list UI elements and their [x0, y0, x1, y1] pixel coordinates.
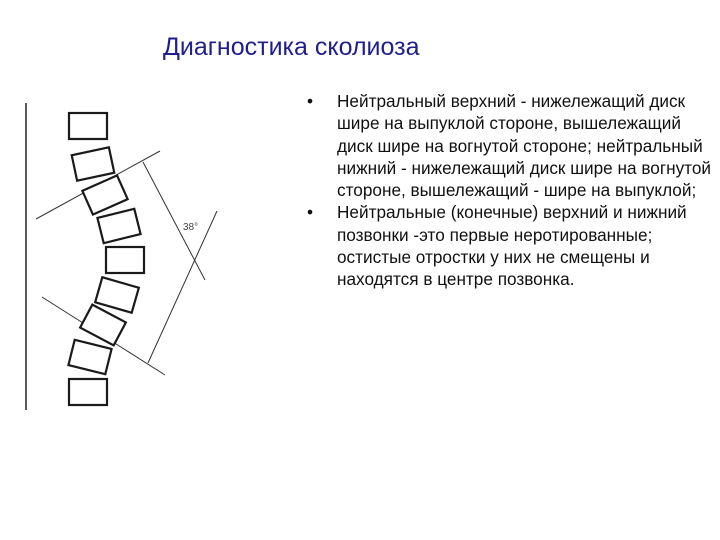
bullet-text: Нейтральные (конечные) верхний и нижний позвонки -это первые неротированные; остистые отростки у них не смещены и находятся в центре позвонка. [337, 202, 687, 290]
bullet-list [306, 90, 716, 291]
bullet-item [306, 90, 716, 201]
vertebra [72, 147, 115, 180]
vertebra [68, 340, 111, 374]
vertebra [69, 379, 107, 405]
vertebra [95, 277, 139, 312]
vertebra [97, 209, 140, 243]
upper-perpendicular [143, 162, 205, 280]
bullet-item [306, 201, 716, 290]
bullet-marker: • [307, 91, 314, 111]
bullet-marker: • [307, 202, 314, 223]
vertebra [69, 113, 107, 139]
vertebra [80, 305, 126, 346]
bullet-text: Нейтральный верхний - нижележащий диск шире на выпуклой стороне, вышележащий диск шире на вогнутой стороне; нейтральный нижний - нижележащий диск шире на вогнутой стороне, вышележащий - шире на выпуклой; [337, 91, 712, 201]
vertebra [106, 247, 144, 273]
slide-title: Диагностика сколиоза [163, 33, 420, 61]
vertebra [82, 175, 127, 214]
cobb-angle-label: 38° [183, 222, 199, 233]
scoliosis-diagram [0, 0, 300, 440]
lower-perpendicular [148, 211, 217, 363]
